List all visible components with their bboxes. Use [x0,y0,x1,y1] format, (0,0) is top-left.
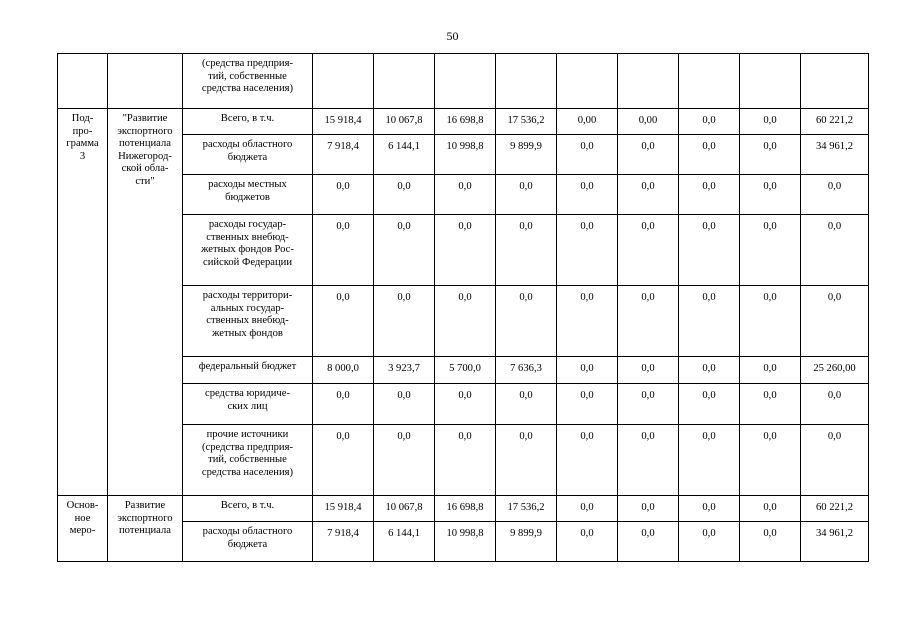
amount-cell-year-2022 [740,54,801,109]
amount-cell-year-2018: 17 536,2 [496,109,557,135]
amount-cell-year-2021 [679,54,740,109]
amount-cell-year-2016: 0,0 [374,215,435,286]
amount-cell-year-2019: 0,0 [557,425,618,496]
amount-cell-year-2021: 0,0 [679,425,740,496]
amount-cell-year-2020: 0,00 [618,109,679,135]
amount-cell-year-2019: 0,0 [557,384,618,425]
amount-cell-year-2018 [496,54,557,109]
amount-cell-year-2015 [313,54,374,109]
amount-cell-year-2017: 5 700,0 [435,357,496,384]
amount-cell-total: 25 260,00 [801,357,869,384]
amount-cell-total: 0,0 [801,175,869,215]
amount-cell-year-2022: 0,0 [740,384,801,425]
amount-cell-year-2017: 0,0 [435,425,496,496]
program-name-cell: Развитие экспортного потенциала [108,496,183,562]
funding-source-cell: прочие источники (средства предприя- тий, собственные средства населения) [183,425,313,496]
amount-cell-year-2021: 0,0 [679,215,740,286]
amount-cell-year-2020: 0,0 [618,384,679,425]
amount-cell-year-2016: 0,0 [374,425,435,496]
amount-cell-year-2018: 7 636,3 [496,357,557,384]
amount-cell-year-2020: 0,0 [618,175,679,215]
funding-source-cell: расходы областного бюджета [183,522,313,562]
budget-table [57,53,869,562]
program-name-cell [108,54,183,109]
amount-cell-year-2022: 0,0 [740,215,801,286]
amount-cell-year-2018: 0,0 [496,175,557,215]
amount-cell-year-2020: 0,0 [618,357,679,384]
amount-cell-year-2019: 0,0 [557,286,618,357]
amount-cell-year-2019: 0,0 [557,357,618,384]
amount-cell-year-2018: 17 536,2 [496,496,557,522]
amount-cell-year-2020: 0,0 [618,135,679,175]
amount-cell-year-2020 [618,54,679,109]
amount-cell-year-2015: 0,0 [313,286,374,357]
amount-cell-year-2016: 6 144,1 [374,522,435,562]
funding-source-cell: расходы местных бюджетов [183,175,313,215]
funding-source-cell: расходы территори- альных государ- ственных внебюд- жетных фондов [183,286,313,357]
amount-cell-year-2016 [374,54,435,109]
amount-cell-year-2018: 0,0 [496,286,557,357]
amount-cell-year-2017: 0,0 [435,286,496,357]
amount-cell-year-2021: 0,0 [679,522,740,562]
amount-cell-total: 0,0 [801,286,869,357]
amount-cell-year-2019: 0,0 [557,215,618,286]
amount-cell-year-2021: 0,0 [679,286,740,357]
amount-cell-year-2019: 0,00 [557,109,618,135]
amount-cell-year-2015: 7 918,4 [313,522,374,562]
amount-cell-year-2021: 0,0 [679,384,740,425]
table-row [58,54,869,109]
funding-source-cell: (средства предприя- тий, собственные средства населения) [183,54,313,109]
amount-cell-year-2017: 0,0 [435,384,496,425]
amount-cell-year-2015: 0,0 [313,384,374,425]
amount-cell-total: 34 961,2 [801,135,869,175]
table-row [58,109,869,135]
amount-cell-year-2015: 8 000,0 [313,357,374,384]
amount-cell-year-2020: 0,0 [618,522,679,562]
amount-cell-total [801,54,869,109]
program-status-cell: Под- про- грамма 3 [58,109,108,496]
amount-cell-year-2017: 10 998,8 [435,522,496,562]
amount-cell-year-2015: 0,0 [313,425,374,496]
amount-cell-year-2022: 0,0 [740,522,801,562]
amount-cell-year-2021: 0,0 [679,496,740,522]
amount-cell-year-2017 [435,54,496,109]
amount-cell-year-2020: 0,0 [618,425,679,496]
amount-cell-year-2015: 0,0 [313,175,374,215]
amount-cell-year-2022: 0,0 [740,496,801,522]
funding-source-cell: расходы областного бюджета [183,135,313,175]
amount-cell-year-2016: 6 144,1 [374,135,435,175]
amount-cell-total: 0,0 [801,425,869,496]
amount-cell-total: 0,0 [801,384,869,425]
amount-cell-year-2017: 0,0 [435,215,496,286]
amount-cell-year-2016: 10 067,8 [374,496,435,522]
funding-source-cell: Всего, в т.ч. [183,496,313,522]
program-name-cell: "Развитие экспортного потенциала Нижегород- ской обла- сти" [108,109,183,496]
amount-cell-year-2019: 0,0 [557,496,618,522]
amount-cell-year-2017: 16 698,8 [435,109,496,135]
table-row [58,496,869,522]
amount-cell-year-2019: 0,0 [557,135,618,175]
amount-cell-year-2022: 0,0 [740,109,801,135]
amount-cell-year-2016: 0,0 [374,384,435,425]
program-status-cell [58,54,108,109]
amount-cell-total: 0,0 [801,215,869,286]
amount-cell-year-2020: 0,0 [618,496,679,522]
funding-source-cell: Всего, в т.ч. [183,109,313,135]
amount-cell-year-2018: 0,0 [496,425,557,496]
amount-cell-year-2016: 0,0 [374,175,435,215]
funding-source-cell: расходы государ- ственных внебюд- жетных фондов Рос- сийской Федерации [183,215,313,286]
amount-cell-total: 60 221,2 [801,496,869,522]
amount-cell-year-2018: 9 899,9 [496,135,557,175]
funding-source-cell: федеральный бюджет [183,357,313,384]
amount-cell-year-2022: 0,0 [740,135,801,175]
funding-source-cell: средства юридиче- ских лиц [183,384,313,425]
amount-cell-year-2018: 0,0 [496,215,557,286]
amount-cell-year-2015: 0,0 [313,215,374,286]
amount-cell-year-2018: 0,0 [496,384,557,425]
amount-cell-year-2021: 0,0 [679,109,740,135]
page-number: 50 [446,29,459,43]
table-body [58,54,869,562]
amount-cell-year-2019 [557,54,618,109]
amount-cell-year-2017: 0,0 [435,175,496,215]
amount-cell-year-2016: 3 923,7 [374,357,435,384]
amount-cell-year-2021: 0,0 [679,175,740,215]
amount-cell-year-2015: 7 918,4 [313,135,374,175]
amount-cell-year-2018: 9 899,9 [496,522,557,562]
amount-cell-total: 34 961,2 [801,522,869,562]
amount-cell-year-2019: 0,0 [557,175,618,215]
amount-cell-year-2015: 15 918,4 [313,496,374,522]
amount-cell-year-2021: 0,0 [679,135,740,175]
amount-cell-year-2022: 0,0 [740,357,801,384]
amount-cell-year-2021: 0,0 [679,357,740,384]
amount-cell-year-2016: 0,0 [374,286,435,357]
amount-cell-year-2020: 0,0 [618,215,679,286]
program-status-cell: Основ- ное меро- [58,496,108,562]
amount-cell-total: 60 221,2 [801,109,869,135]
amount-cell-year-2017: 10 998,8 [435,135,496,175]
amount-cell-year-2016: 10 067,8 [374,109,435,135]
amount-cell-year-2017: 16 698,8 [435,496,496,522]
amount-cell-year-2019: 0,0 [557,522,618,562]
amount-cell-year-2022: 0,0 [740,425,801,496]
amount-cell-year-2022: 0,0 [740,286,801,357]
amount-cell-year-2022: 0,0 [740,175,801,215]
amount-cell-year-2015: 15 918,4 [313,109,374,135]
amount-cell-year-2020: 0,0 [618,286,679,357]
